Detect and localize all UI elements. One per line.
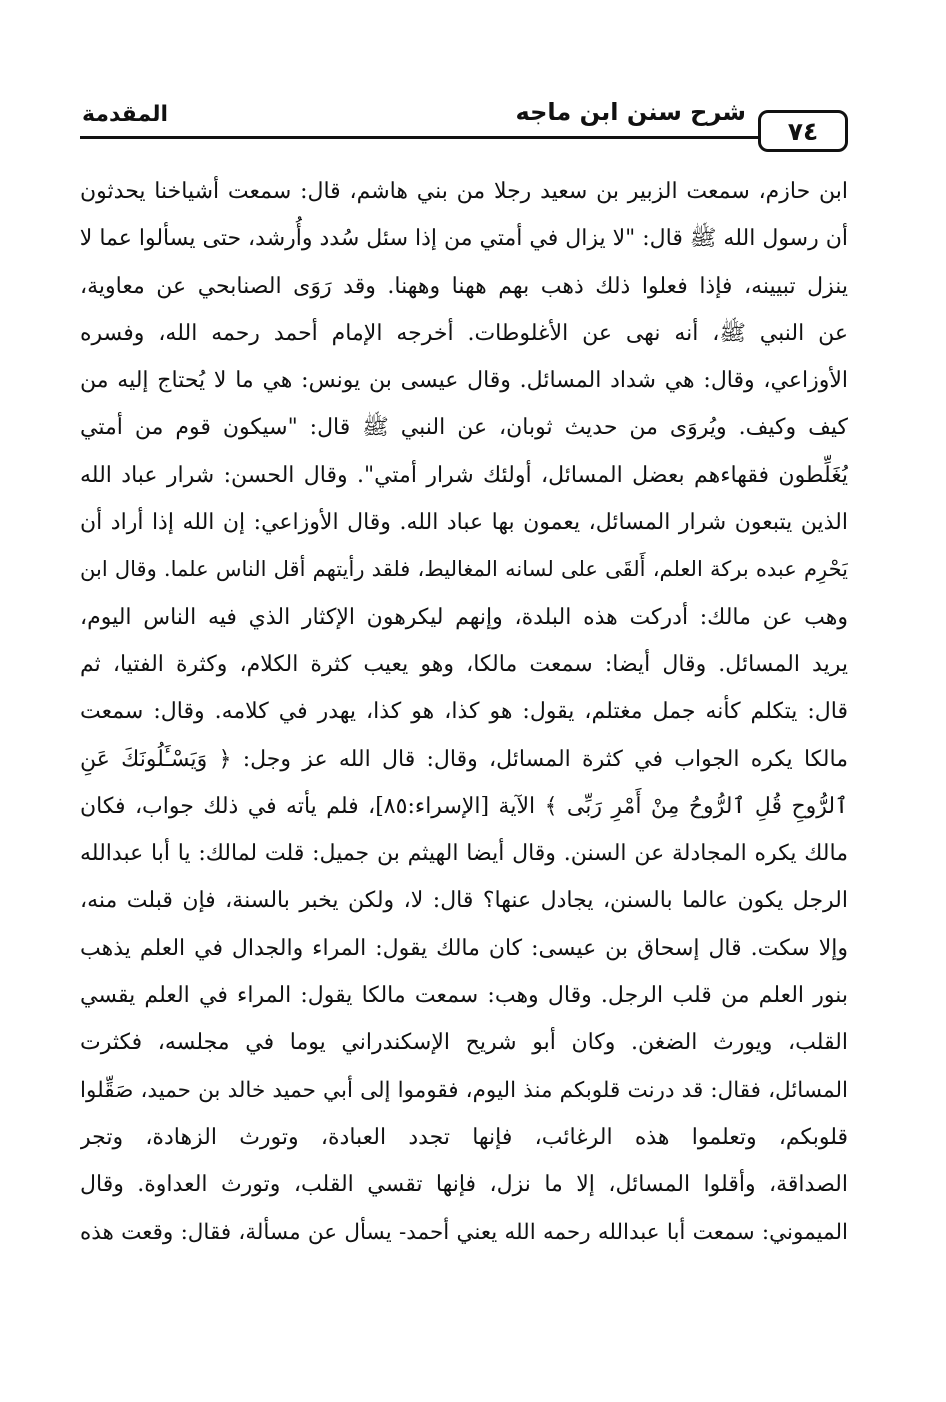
text-line: قال: يتكلم كأنه جمل مغتلم، يقول: هو كذا، هو كذا، يهدر في كلامه. وقال: سمعت (80, 699, 848, 725)
book-title: شرح سنن ابن ماجه (515, 98, 746, 126)
text-line: عن النبي ﷺ، أنه نهى عن الأغلوطات. أخرجه الإمام أحمد رحمه الله، وفسره (80, 320, 848, 346)
text-line: ينزل تبيينه، فإذا فعلوا ذلك ذهب بهم ههنا وههنا. وقد رَوَى الصنابحي عن معاوية، (80, 273, 848, 299)
text-line: يُغَلِّطون فقهاءهم بعضل المسائل، أولئك شرار أمتي". وقال الحسن: شرار عباد الله (80, 462, 848, 488)
header-divider (80, 136, 760, 139)
text-line: ٱلرُّوحِ قُلِ ٱلرُّوحُ مِنْ أَمْرِ رَبِّى ﴾ الآية [الإسراء:٨٥]، فلم يأته في ذلك جواب، فكان (80, 793, 848, 819)
text-line: كيف وكيف. ويُروَى من حديث ثوبان، عن النبي ﷺ قال: "سيكون قوم من أمتي (80, 415, 848, 441)
text-line: الرجل يكون عالما بالسنن، يجادل عنها؟ قال: لا، ولكن يخبر بالسنة، فإن قبلت منه، (80, 888, 848, 914)
text-line: القلب، ويورث الضغن. وكان أبو شريح الإسكندراني يوما في مجلسه، فكثرت (80, 1030, 848, 1056)
text-line: الصداقة، وأقلوا المسائل، إلا ما نزل، فإنها تقسي القلب، وتورث العداوة. وقال (80, 1172, 848, 1198)
section-title: المقدمة (82, 102, 169, 127)
text-line: بنور العلم من قلب الرجل. وقال وهب: سمعت مالكا يقول: المراء في العلم يقسي (80, 983, 848, 1009)
text-line: يَحْرِم عبده بركة العلم، أَلقَى على لسانه المغاليط، فلقد رأيتهم أقل الناس علما. وقال ابن (80, 557, 848, 582)
page-header (80, 96, 848, 158)
text-line: المسائل، فقال: قد درنت قلوبكم منذ اليوم، فقوموا إلى أبي حميد خالد بن حميد، صَقِّلوا (80, 1077, 848, 1103)
text-line: وإلا سكت. قال إسحاق بن عيسى: كان مالك يقول: المراء والجدال في العلم يذهب (80, 935, 848, 961)
text-line: قلوبكم، وتعلموا هذه الرغائب، فإنها تجدد العبادة، وتورث الزهادة، وتجر (80, 1124, 848, 1150)
body-text (80, 168, 848, 1256)
text-line: مالكا يكره الجواب في كثرة المسائل، وقال: قال الله عز وجل: ﴿ وَيَسْـَٔلُونَكَ عَنِ (80, 746, 848, 772)
page-number: ٧٤ (758, 110, 848, 152)
text-line: الذين يتبعون شرار المسائل، يعمون بها عباد الله. وقال الأوزاعي: إن الله إذا أراد أن (80, 510, 848, 536)
text-line: الأوزاعي، وقال: هي شداد المسائل. وقال عيسى بن يونس: هي ما لا يُحتاج إليه من (80, 368, 848, 394)
text-line: يريد المسائل. وقال أيضا: سمعت مالكا، وهو يعيب كثرة الكلام، وكثرة الفتيا، ثم (80, 651, 848, 677)
text-line: أن رسول الله ﷺ قال: "لا يزال في أمتي من إذا سئل سُدد وأُرشد، حتى يسألوا عما لا (80, 226, 848, 252)
text-line: مالك يكره المجادلة عن السنن. وقال أيضا الهيثم بن جميل: قلت لمالك: يا أبا عبدالله (80, 841, 848, 867)
text-line: ابن حازم، سمعت الزبير بن سعيد رجلا من بني هاشم، قال: سمعت أشياخنا يحدثون (80, 179, 848, 204)
text-line: الميموني: سمعت أبا عبدالله رحمه الله يعني أحمد- يسأل عن مسألة، فقال: وقعت هذه (80, 1219, 848, 1245)
text-line: وهب عن مالك: أدركت هذه البلدة، وإنهم ليكرهون الإكثار الذي فيه الناس اليوم، (80, 604, 848, 630)
